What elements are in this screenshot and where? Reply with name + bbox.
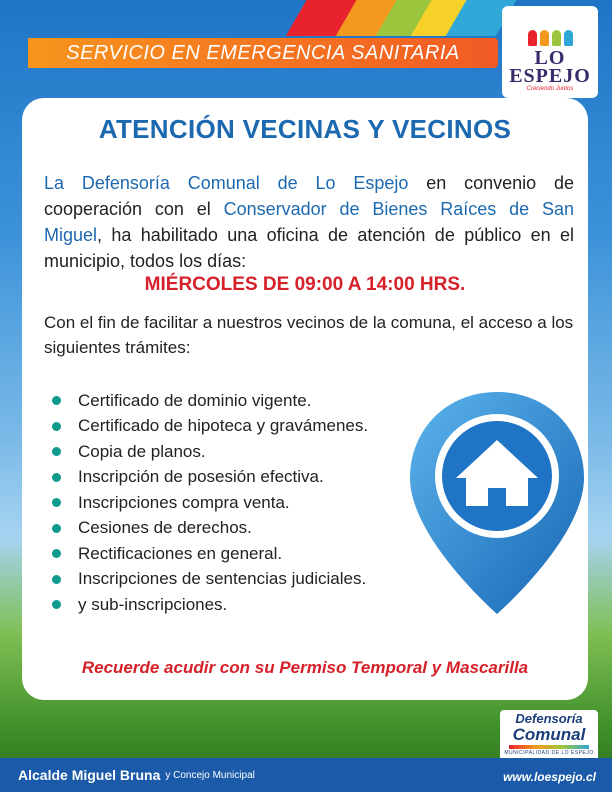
defensoria-title-2: Comunal — [512, 725, 586, 744]
list-item — [52, 465, 368, 491]
bullet-icon — [52, 447, 61, 456]
intro-partner: Conservador de Bienes Raíces de San Miguel — [44, 199, 574, 245]
footer-concejo: y Concejo Municipal — [165, 769, 255, 781]
procedure-label: y sub-inscripciones. — [78, 594, 228, 614]
bullet-icon — [52, 473, 61, 482]
intro-text-1: en convenio de cooperación con el — [44, 173, 574, 219]
footer-alcalde: Alcalde Miguel Bruna — [18, 767, 161, 783]
page-title: ATENCIÓN VECINAS Y VECINOS — [98, 114, 512, 144]
list-item — [52, 388, 368, 414]
logo-text-lo: LO — [534, 47, 566, 69]
location-pin-icon — [404, 388, 590, 618]
defensoria-color-bar — [509, 745, 589, 749]
list-item — [52, 516, 368, 542]
procedure-label: Inscripciones de sentencias judiciales. — [78, 569, 367, 589]
list-item — [52, 541, 368, 567]
list-item — [52, 592, 368, 618]
intro-org: La Defensoría Comunal de Lo Espejo — [44, 173, 409, 193]
procedure-label: Certificado de dominio vigente. — [78, 390, 312, 410]
procedure-label: Inscripciones compra venta. — [78, 492, 290, 512]
banner-text: SERVICIO EN EMERGENCIA SANITARIA — [66, 41, 460, 64]
purpose-paragraph: Con el fin de facilitar a nuestros vecinos de la comuna, el acceso a los siguientes trámites: — [44, 313, 574, 357]
bullet-icon — [52, 396, 61, 405]
bullet-icon — [52, 498, 61, 507]
list-item — [52, 414, 368, 440]
defensoria-logo — [500, 710, 598, 762]
list-item — [52, 567, 368, 593]
procedure-label: Inscripción de posesión efectiva. — [78, 467, 324, 487]
list-item — [52, 490, 368, 516]
procedure-label: Copia de planos. — [78, 441, 206, 461]
reminder-text: Recuerde acudir con su Permiso Temporal y Mascarilla — [81, 658, 529, 677]
bullet-icon — [52, 600, 61, 609]
bullet-icon — [52, 575, 61, 584]
logo-tagline: Creciendo Juntos — [526, 86, 574, 92]
defensoria-title-1: Defensoría — [515, 711, 583, 726]
procedures-list — [52, 388, 368, 618]
intro-paragraph — [44, 170, 574, 274]
bullet-icon — [52, 549, 61, 558]
procedure-label: Cesiones de derechos. — [78, 518, 252, 538]
logo-figures-icon — [528, 30, 573, 46]
intro-text-2: , ha habilitado una oficina de atención de público en el municipio, todos los días: — [44, 225, 574, 271]
list-item — [52, 439, 368, 465]
info-card — [22, 98, 588, 700]
bullet-icon — [52, 524, 61, 533]
bullet-icon — [52, 422, 61, 431]
footer-bar — [0, 758, 612, 792]
defensoria-subtitle: MUNICIPALIDAD DE LO ESPEJO — [504, 750, 594, 756]
procedure-label: Rectificaciones en general. — [78, 543, 283, 563]
header-banner — [28, 38, 498, 68]
logo-text-espejo: ESPEJO — [509, 65, 591, 87]
procedure-label: Certificado de hipoteca y gravámenes. — [78, 416, 369, 436]
footer-website-link[interactable]: www.loespejo.cl — [503, 770, 596, 784]
schedule-text: MIÉRCOLES DE 09:00 A 14:00 HRS. — [144, 274, 466, 295]
lo-espejo-logo — [502, 6, 598, 98]
